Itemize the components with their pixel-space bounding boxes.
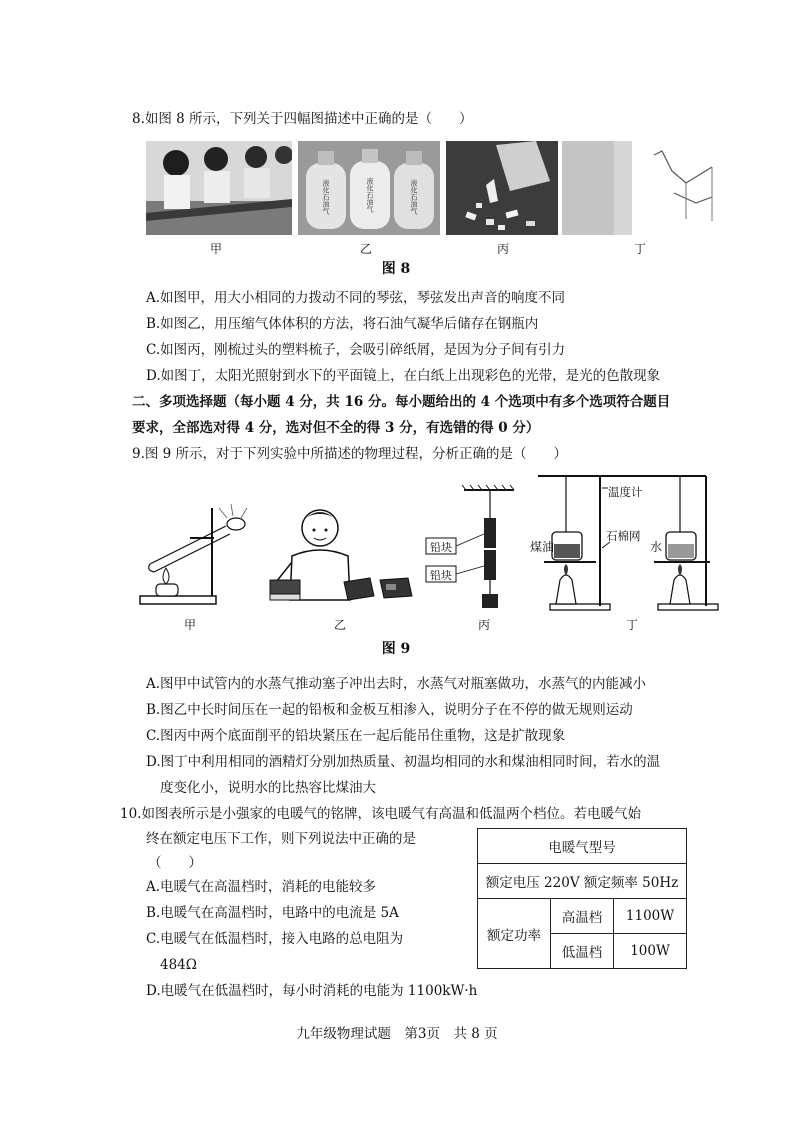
q10-option-d: D.电暖气在低温档时，每小时消耗的电能为 1100kW·h: [146, 983, 478, 999]
q10-stem-line2: 终在额定电压下工作，则下列说法中正确的是: [146, 831, 416, 847]
q8-caption-ding: 丁: [633, 242, 646, 256]
q9-option-d: D.图丁中利用相同的酒精灯分别加热质量、初温均相同的水和煤油相同时间，若水的温: [146, 754, 661, 770]
q8-stem: 8.如图 8 所示，下列关于四幅图描述中正确的是（ ）: [132, 111, 473, 127]
svg-text:液化石油气: 液化石油气: [410, 179, 418, 215]
heater-nameplate-table: [477, 828, 687, 969]
page-footer: 九年级物理试题 第3页 共 8 页: [296, 1026, 498, 1042]
label-thermometer: 温度计: [608, 485, 643, 499]
label-lead-block-1: 铅块: [430, 541, 452, 554]
section2-heading-line2: 要求，全部选对得 4 分，选对但不全的得 3 分，有选错的得 0 分）: [132, 420, 540, 436]
photo-gas-bottles: [298, 141, 440, 235]
q9-caption-ding: 丁: [625, 618, 638, 632]
q10-option-a: A.电暖气在高温档时，消耗的电能较多: [146, 879, 377, 895]
nameplate-low-label: 低温档: [551, 934, 614, 969]
photo-comb-paper: [446, 141, 558, 235]
q10-stem-line1: 10.如图表所示是小强家的电暖气的铭牌，该电暖气有高温和低温两个档位。若电暖气始: [120, 806, 641, 822]
q8-option-b: B.如图乙，用压缩气体体积的方法，将石油气凝华后储存在钢瓶内: [146, 316, 539, 332]
svg-text:液化石油气: 液化石油气: [366, 177, 374, 213]
q9-caption-jia: 甲: [183, 618, 196, 632]
label-water: 水: [650, 540, 663, 554]
q10-option-c: C.电暖气在低温档时，接入电路的总电阻为: [146, 931, 404, 947]
q8-option-a: A.如图甲，用大小相同的力拨动不同的琴弦，琴弦发出声音的响度不同: [146, 290, 566, 306]
section2-heading-line1: 二、多项选择题（每小题 4 分，共 16 分。每小题给出的 4 个选项中有多个选项符合题目: [132, 394, 671, 410]
q9-caption-bing: 丙: [477, 618, 490, 632]
figure-boy-blocks: [262, 500, 418, 610]
q10-option-b: B.电暖气在高温档时，电路中的电流是 5A: [146, 905, 399, 921]
nameplate-high-label: 高温档: [551, 899, 614, 934]
nameplate-title: 电暖气型号: [478, 829, 687, 864]
photo-guzheng: [146, 141, 292, 235]
q9-figure-title: 图 9: [381, 641, 411, 657]
q8-option-d: D.如图丁，太阳光照射到水下的平面镜上，在白纸上出现彩色的光带，是光的色散现象: [146, 368, 661, 384]
nameplate-high-value: 1100W: [614, 899, 687, 934]
q9-caption-yi: 乙: [333, 618, 346, 632]
q9-stem: 9.图 9 所示，对于下列实验中所描述的物理过程，分析正确的是（ ）: [132, 446, 568, 462]
nameplate-power-label: 额定功率: [478, 899, 551, 969]
q8-caption-jia: 甲: [209, 242, 222, 256]
q10-option-c-continued: 484Ω: [160, 957, 197, 973]
nameplate-rated: 额定电压 220V 额定频率 50Hz: [478, 864, 687, 899]
label-kerosene: 煤油: [530, 540, 555, 554]
q9-option-d-continued: 度变化小，说明水的比热容比煤油大: [160, 780, 376, 796]
q8-figure-title: 图 8: [381, 261, 411, 277]
svg-text:液化石油气: 液化石油气: [322, 179, 330, 215]
q9-option-c: C.图丙中两个底面削平的铅块紧压在一起后能吊住重物，这是扩散现象: [146, 728, 566, 744]
q10-answer-bracket: （ ）: [148, 855, 202, 871]
q8-caption-yi: 乙: [359, 242, 372, 256]
label-asbestos-net: 石棉网: [606, 529, 641, 543]
q8-caption-bing: 丙: [496, 242, 509, 256]
photo-mirror-light: [562, 141, 716, 235]
label-lead-block-2: 铅块: [430, 569, 452, 582]
q9-option-a: A.图甲中试管内的水蒸气推动塞子冲出去时，水蒸气对瓶塞做功，水蒸气的内能减小: [146, 676, 647, 692]
q9-option-b: B.图乙中长时间压在一起的铅板和金板互相渗入，说明分子在不停的做无规则运动: [146, 702, 633, 718]
q8-option-c: C.如图丙，刚梳过头的塑料梳子，会吸引碎纸屑，是因为分子间有引力: [146, 342, 566, 358]
nameplate-low-value: 100W: [614, 934, 687, 969]
figure-test-tube: [130, 478, 250, 608]
